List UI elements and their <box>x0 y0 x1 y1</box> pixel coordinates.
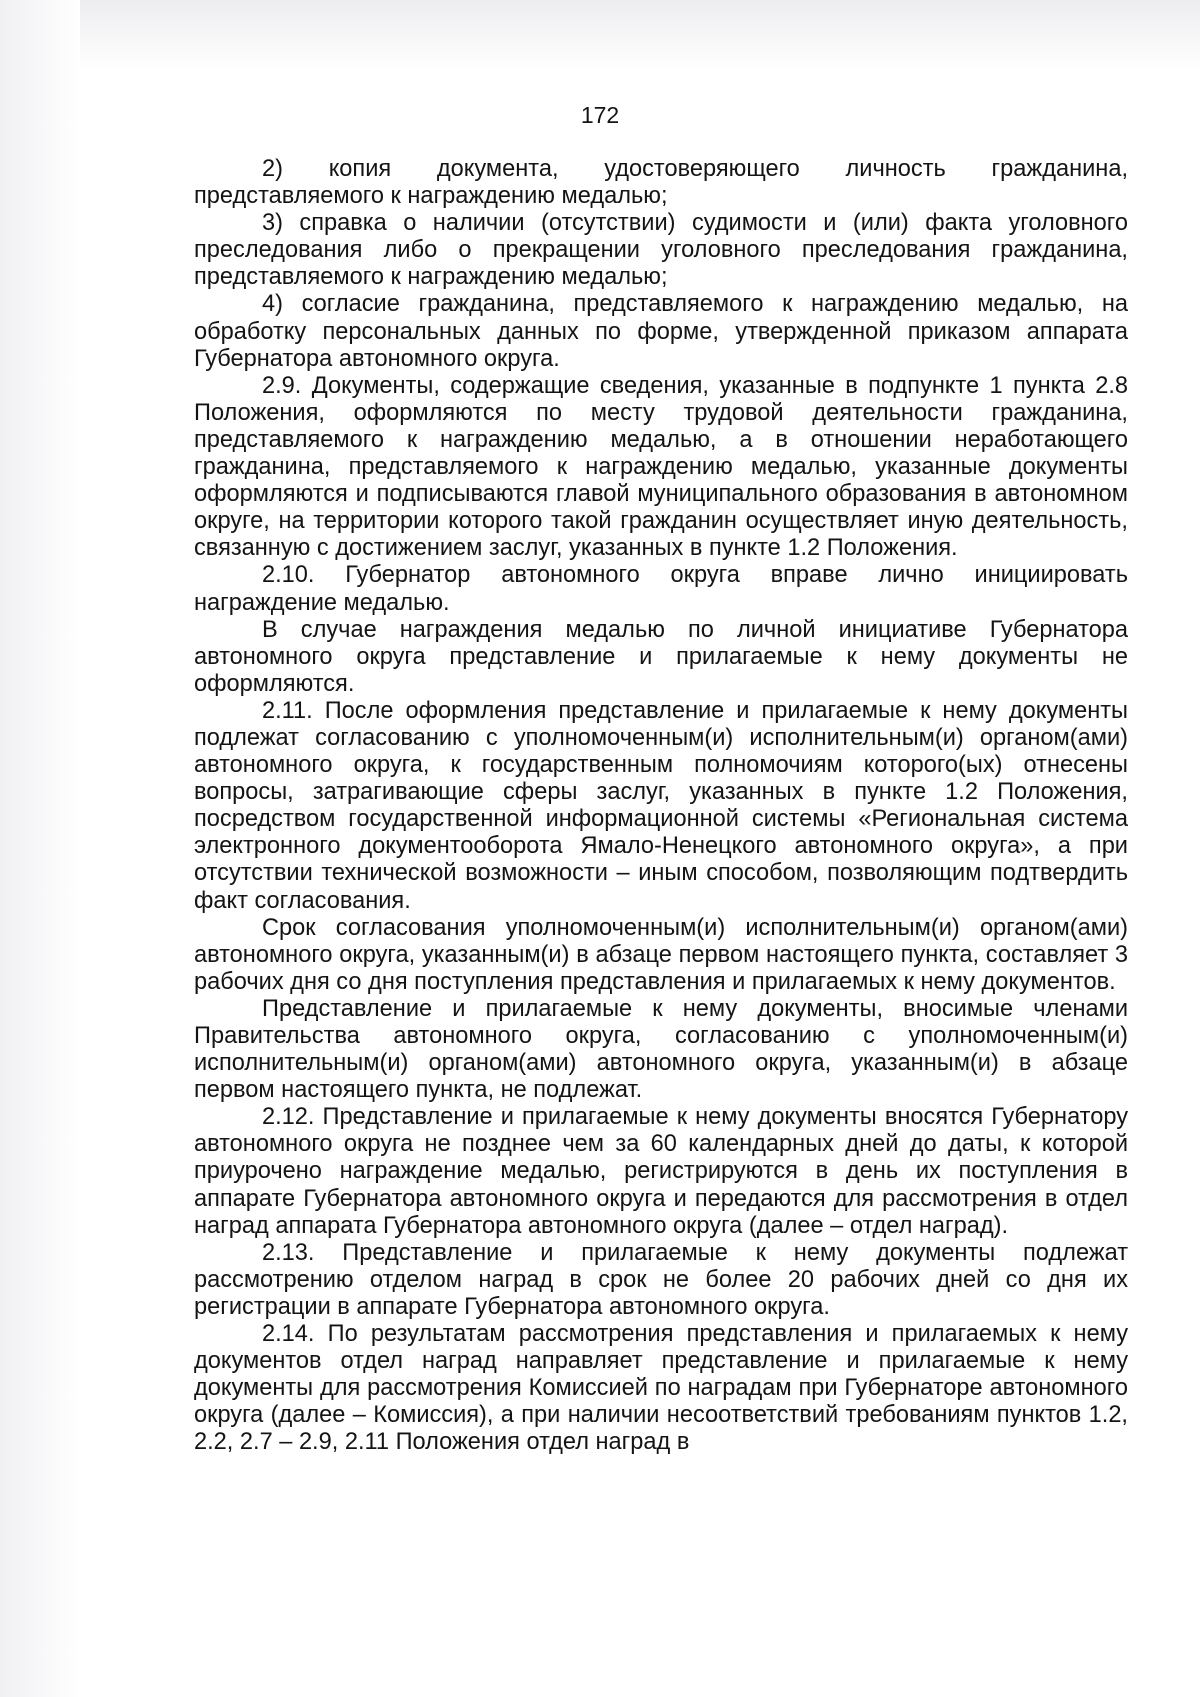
paragraph-2-13: 2.13. Представление и прилагаемые к нему документы подлежат рассмотрению отделом наград в срок не более 20 рабочих дней со дня их регистрации в аппарате Губернатора автономного округа. <box>194 1239 1128 1320</box>
paragraph-2-11: 2.11. После оформления представление и прилагаемые к нему документы подлежат согласованию с уполномоченным(и) исполнительным(и) органом(ами) автономного округа, к государственным полномочиям которого(ых) отнесены вопросы, затрагивающие сферы заслуг, указанных в пункте 1.2 Положения, посредством государственной информационной системы «Региональная система электронного документооборота Ямало-Ненецкого автономного округа», а при отсутствии технической возможности – иным способом, позволяющим подтвердить факт согласования. <box>194 697 1128 914</box>
paragraph-2-10: 2.10. Губернатор автономного округа вправе лично инициировать награждение медалью. <box>194 562 1128 616</box>
paragraph-item-3: 3) справка о наличии (отсутствии) судимости и (или) факта уголовного преследования либо о прекращении уголовного преследования гражданина, представляемого к награждению медалью; <box>194 210 1128 291</box>
paragraph-item-4: 4) согласие гражданина, представляемого к награждению медалью, на обработку персональных данных по форме, утвержденной приказом аппарата Губернатора автономного округа. <box>194 291 1128 372</box>
page-number: 172 <box>580 102 620 128</box>
paragraph-2-9: 2.9. Документы, содержащие сведения, указанные в подпункте 1 пункта 2.8 Положения, оформляются по месту трудовой деятельности гражданина, представляемого к награждению медалью, а в отношении неработающего гражданина, представляемого к награждению медалью, указанные документы оформляются и подписываются главой муниципального образования в автономном округе, на территории которого такой гражданин осуществляет иную деятельность, связанную с достижением заслуг, указанных в пункте 1.2 Положения. <box>194 372 1128 562</box>
paragraph-2-11-term: Срок согласования уполномоченным(и) исполнительным(и) органом(ами) автономного округа, указанным(и) в абзаце первом настоящего пункта, составляет 3 рабочих дня со дня поступления представления и прилагаемых к нему документов. <box>194 914 1128 995</box>
paragraph-2-14: 2.14. По результатам рассмотрения представления и прилагаемых к нему документов отдел наград направляет представление и прилагаемые к нему документы для рассмотрения Комиссией по наградам при Губернаторе автономного округа (далее – Комиссия), а при наличии несоответствий требованиям пунктов 1.2, 2.2, 2.7 – 2.9, 2.11 Положения отдел наград в <box>194 1321 1128 1456</box>
paragraph-2-10-note: В случае награждения медалью по личной инициативе Губернатора автономного округа представление и прилагаемые к нему документы не оформляются. <box>194 616 1128 697</box>
paragraph-2-12: 2.12. Представление и прилагаемые к нему документы вносятся Губернатору автономного округа не позднее чем за 60 календарных дней до даты, к которой приурочено награждение медалью, регистрируются в день их поступления в аппарате Губернатора автономного округа и передаются для рассмотрения в отдел наград аппарата Губернатора автономного округа (далее – отдел наград). <box>194 1104 1128 1239</box>
document-body <box>194 156 1128 1457</box>
paragraph-item-2: 2) копия документа, удостоверяющего личность гражданина, представляемого к награждению медалью; <box>194 156 1128 210</box>
paragraph-2-11-exception: Представление и прилагаемые к нему документы, вносимые членами Правительства автономного округа, согласованию с уполномоченным(и) исполнительным(и) органом(ами) автономного округа, указанным(и) в абзаце первом настоящего пункта, не подлежат. <box>194 995 1128 1104</box>
